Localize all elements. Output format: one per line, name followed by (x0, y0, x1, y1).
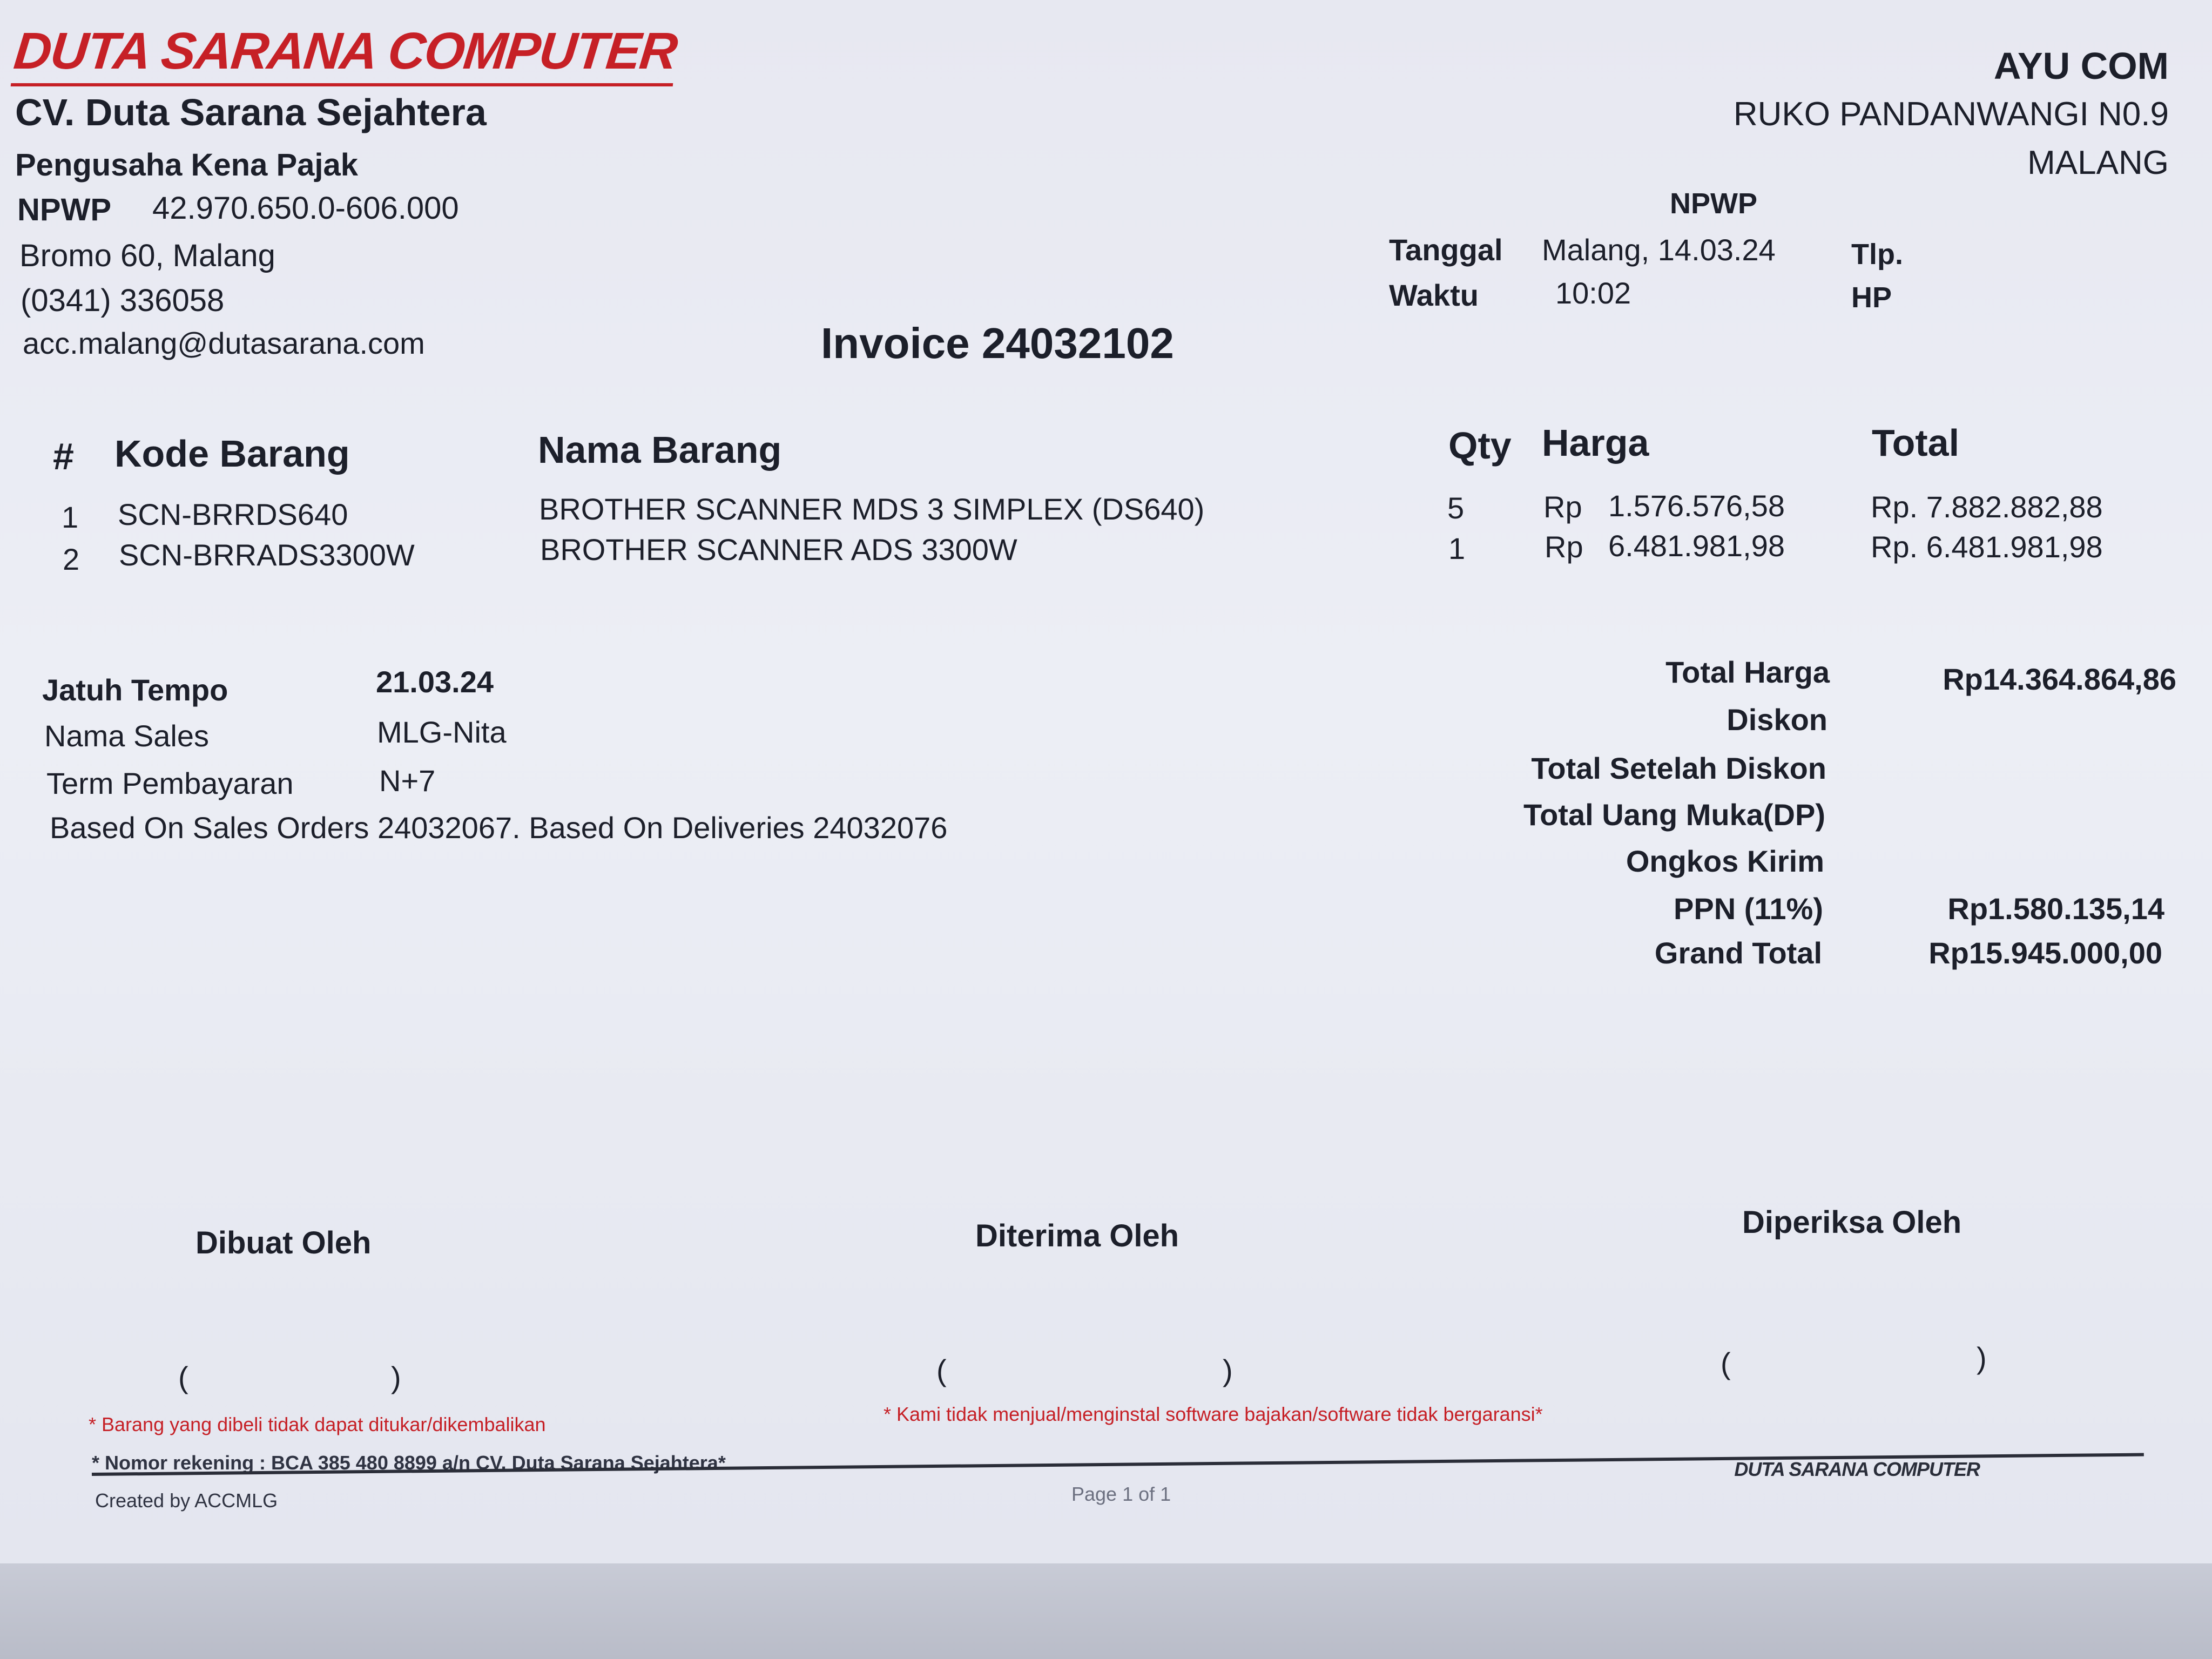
footer-created-by: Created by ACCMLG (95, 1489, 278, 1512)
signature-diterima-label: Diterima Oleh (975, 1218, 1179, 1253)
row1-nama: BROTHER SCANNER MDS 3 SIMPLEX (DS640) (539, 492, 1205, 526)
tlp-label: Tlp. (1851, 238, 1903, 271)
waktu-value: 10:02 (1555, 276, 1631, 310)
grand-total-value: Rp15.945.000,00 (1928, 936, 2162, 970)
jatuh-tempo-value: 21.03.24 (376, 665, 494, 699)
row2-kode: SCN-BRRADS3300W (119, 538, 415, 572)
based-on-text: Based On Sales Orders 24032067. Based On Deliveries 24032076 (50, 811, 948, 845)
row1-qty: 5 (1447, 491, 1465, 525)
customer-address: RUKO PANDANWANGI N0.9 (1733, 96, 2169, 133)
diskon-label: Diskon (1727, 703, 1827, 737)
row2-harga: 6.481.981,98 (1608, 529, 1785, 563)
term-label: Term Pembayaran (46, 766, 294, 800)
company-address: Bromo 60, Malang (19, 238, 275, 273)
signature-dibuat-open-paren: ( (178, 1360, 188, 1394)
row2-rp: Rp (1545, 530, 1583, 564)
row2-qty: 1 (1448, 531, 1466, 565)
row1-total: Rp. 7.882.882,88 (1871, 490, 2103, 524)
note-no-return: * Barang yang dibeli tidak dapat ditukar/dikembalikan (89, 1413, 546, 1435)
col-header-nama: Nama Barang (538, 429, 782, 471)
company-status: Pengusaha Kena Pajak (15, 147, 359, 183)
invoice-title: Invoice 24032102 (821, 319, 1174, 367)
row1-no: 1 (62, 500, 79, 534)
row2-total: Rp. 6.481.981,98 (1871, 530, 2103, 564)
jatuh-tempo-label: Jatuh Tempo (42, 673, 228, 707)
col-header-qty: Qty (1448, 424, 1512, 467)
row1-rp: Rp (1543, 490, 1582, 524)
footer-page-number: Page 1 of 1 (1071, 1483, 1171, 1505)
col-header-kode: Kode Barang (114, 433, 350, 475)
note-bank-account: * Nomor rekening : BCA 385 480 8899 a/n CV. Duta Sarana Sejahtera* (92, 1452, 726, 1474)
setelah-diskon-label: Total Setelah Diskon (1531, 751, 1826, 785)
customer-city: MALANG (2027, 144, 2169, 181)
signature-diperiksa-label: Diperiksa Oleh (1742, 1205, 1962, 1240)
row1-kode: SCN-BRRDS640 (118, 497, 348, 531)
total-harga-label: Total Harga (1665, 655, 1830, 689)
col-header-no: # (53, 435, 74, 477)
company-npwp-value: 42.970.650.0-606.000 (152, 191, 459, 226)
company-email: acc.malang@dutasarana.com (23, 326, 425, 360)
waktu-label: Waktu (1389, 278, 1479, 312)
note-no-pirated-software: * Kami tidak menjual/menginstal software bajakan/software tidak bergaransi* (884, 1403, 1543, 1425)
ppn-label: PPN (11%) (1674, 892, 1823, 926)
signature-diperiksa-open-paren: ( (1721, 1346, 1731, 1380)
customer-name: AYU COM (1993, 45, 2169, 87)
tanggal-label: Tanggal (1389, 233, 1503, 267)
signature-dibuat-close-paren: ) (391, 1360, 401, 1394)
row2-no: 2 (63, 542, 80, 576)
hp-label: HP (1851, 281, 1892, 314)
signature-diterima-open-paren: ( (936, 1353, 947, 1387)
grand-total-label: Grand Total (1654, 936, 1822, 970)
dp-label: Total Uang Muka(DP) (1523, 798, 1825, 832)
signature-diterima-close-paren: ) (1223, 1353, 1233, 1387)
footer-logo: DUTA SARANA COMPUTER (1734, 1458, 1980, 1480)
company-phone: (0341) 336058 (21, 283, 225, 318)
customer-npwp-label: NPWP (1670, 187, 1757, 220)
total-harga-value: Rp14.364.864,86 (1943, 662, 2176, 696)
ongkir-label: Ongkos Kirim (1626, 844, 1824, 878)
ppn-value: Rp1.580.135,14 (1947, 892, 2164, 926)
term-value: N+7 (379, 764, 436, 798)
screen-bezel-edge (0, 1563, 2212, 1659)
row1-harga: 1.576.576,58 (1608, 489, 1785, 523)
row2-nama: BROTHER SCANNER ADS 3300W (540, 532, 1017, 567)
company-name: CV. Duta Sarana Sejahtera (15, 91, 487, 133)
col-header-harga: Harga (1542, 422, 1649, 464)
sales-label: Nama Sales (44, 719, 210, 753)
company-logo: DUTA SARANA COMPUTER (11, 22, 679, 86)
sales-value: MLG-Nita (377, 715, 507, 749)
signature-dibuat-label: Dibuat Oleh (195, 1225, 372, 1260)
tanggal-value: Malang, 14.03.24 (1542, 233, 1776, 267)
company-npwp-label: NPWP (17, 192, 111, 227)
signature-diperiksa-close-paren: ) (1977, 1341, 1987, 1375)
col-header-total: Total (1872, 422, 1960, 464)
